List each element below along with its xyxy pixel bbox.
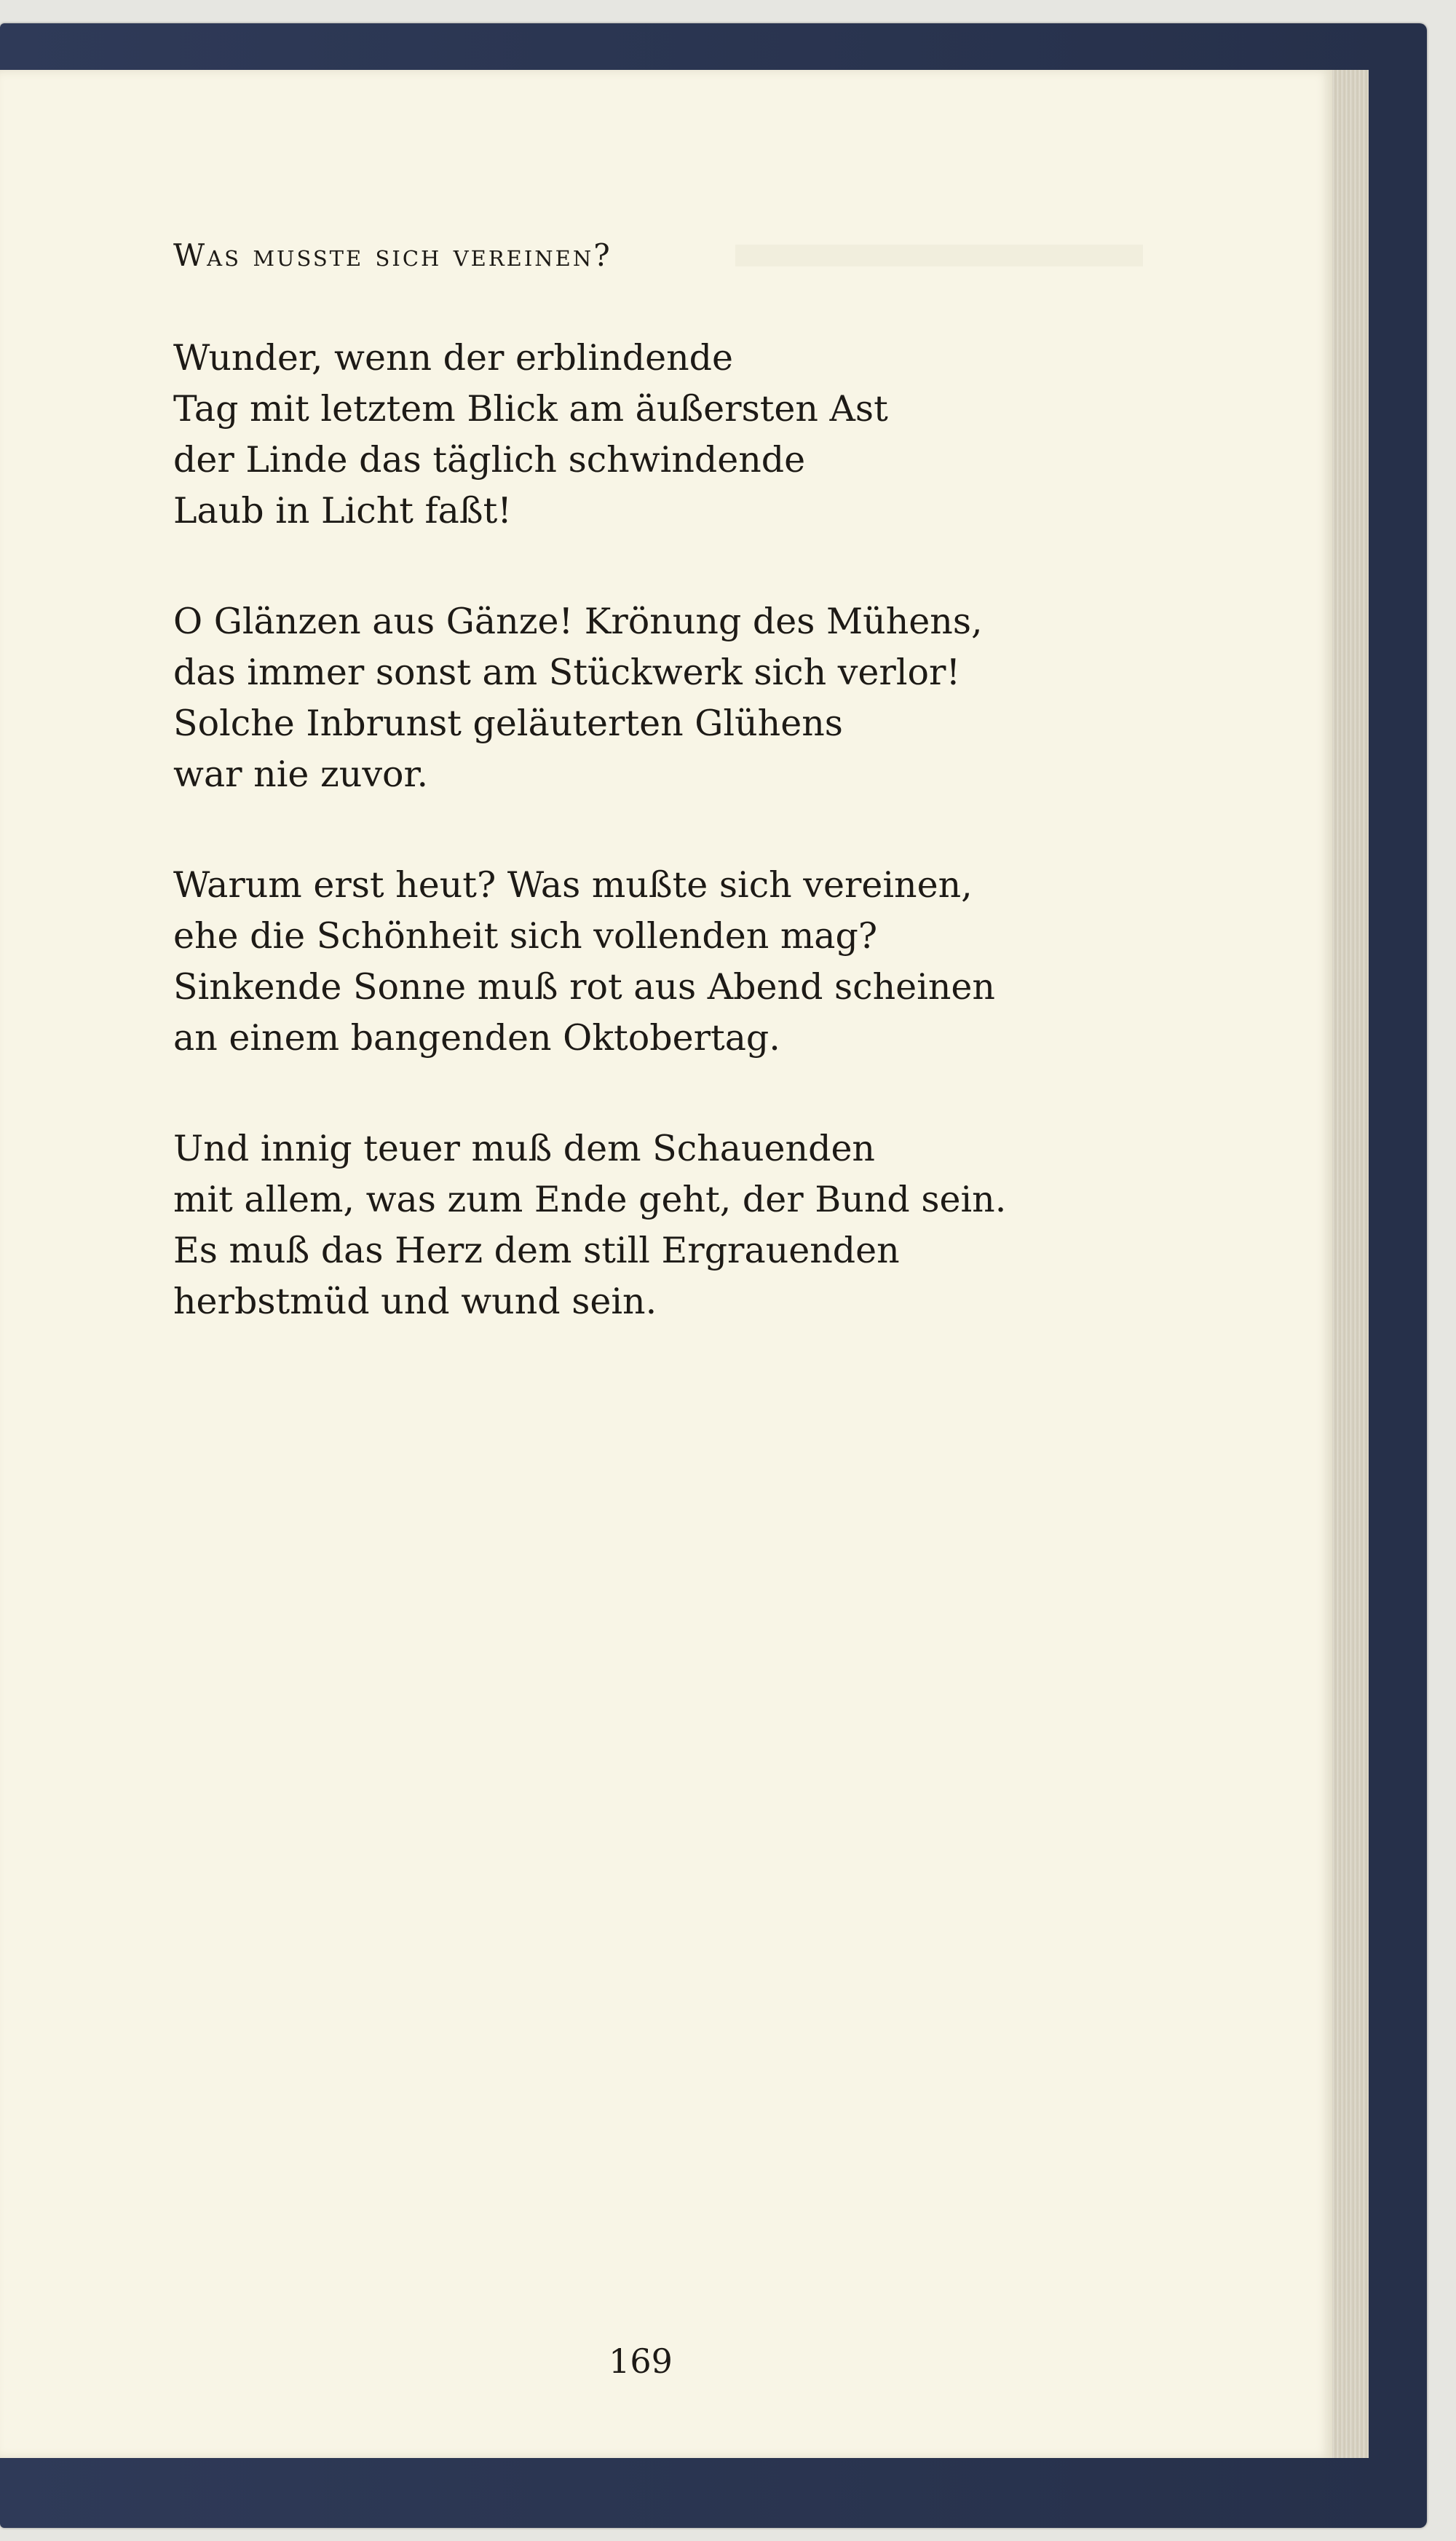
stanza-4 [173,1123,1192,1327]
poem-line: Laub in Licht faßt! [173,490,512,531]
poem-line: Sinkende Sonne muß rot aus Abend scheinen [173,966,995,1008]
poem-line: Warum erst heut? Was mußte sich vereinen, [173,864,973,906]
poem-line: an einem bangenden Oktobertag. [173,1017,780,1059]
stanza-3 [173,860,1192,1064]
poem-line: ehe die Schönheit sich vollenden mag? [173,915,878,957]
poem-line: herbstmüd und wund sein. [173,1281,657,1322]
poem-line: Solche Inbrunst geläuterten Glühens [173,703,843,744]
poem-line: O Glänzen aus Gänze! Krönung des Mühens, [173,601,983,642]
stanza-2 [173,596,1192,800]
poem-title: Was musste sich vereinen? [173,237,612,273]
poem-line: war nie zuvor. [173,754,429,795]
book-page [0,70,1332,2458]
page-number: 169 [609,2342,673,2381]
poem-line: Wunder, wenn der erblindende [173,337,734,379]
poem-line: Es muß das Herz dem still Ergrauenden [173,1230,900,1271]
poem-line: mit allem, was zum Ende geht, der Bund sein. [173,1179,1007,1220]
poem-line: Tag mit letztem Blick am äußersten Ast [173,388,888,430]
poem-line: der Linde das täglich schwindende [173,439,806,481]
poem-line: das immer sonst am Stückwerk sich verlor! [173,652,961,693]
poem-line: Und innig teuer muß dem Schauenden [173,1128,875,1169]
stanza-1 [173,333,1192,537]
poem [173,234,1192,1387]
